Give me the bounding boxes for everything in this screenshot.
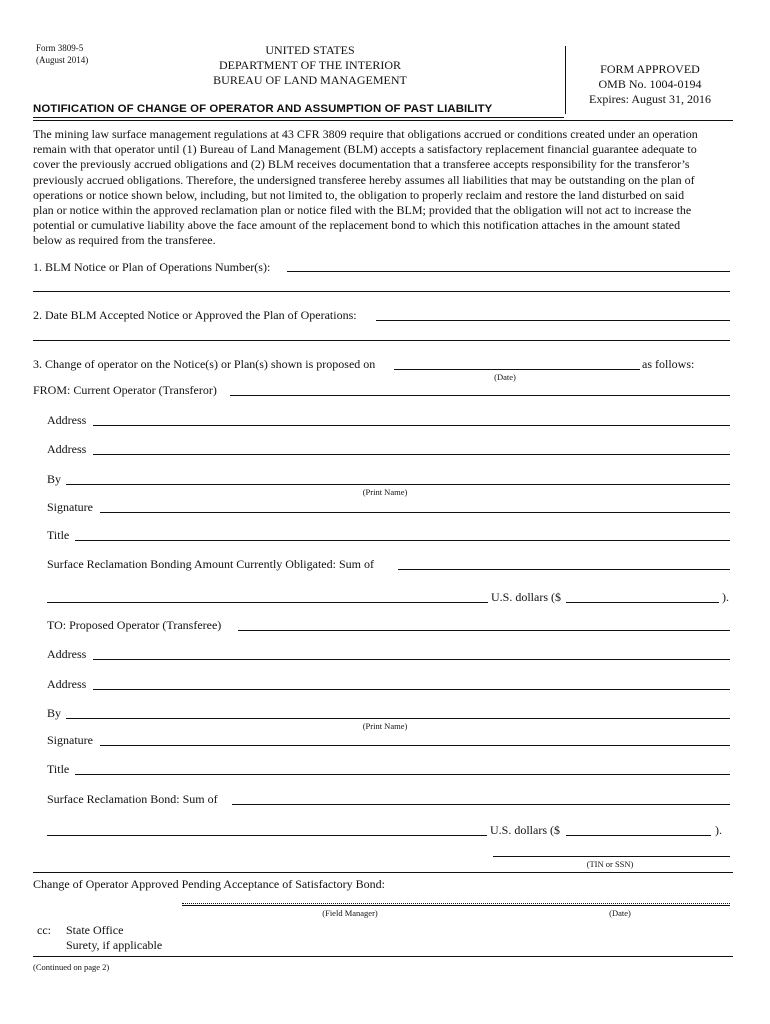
from-bonding-label: Surface Reclamation Bonding Amount Currently Obligated: Sum of [47,557,374,571]
from-address-2-field[interactable] [93,454,730,455]
approval-dotted-line [182,903,730,904]
from-by-label: By [47,472,62,486]
to-operator-field[interactable] [238,630,730,631]
agency-line-2: DEPARTMENT OF THE INTERIOR [218,58,402,72]
to-bond-words-field[interactable] [47,835,487,836]
intro-paragraph [33,127,733,249]
from-title-label: Title [47,528,70,542]
from-usd-close: ). [722,590,729,604]
form-approved: FORM APPROVED [600,62,700,76]
plan-number-field-continued[interactable] [33,291,730,292]
from-signature-field[interactable] [100,512,730,513]
from-signature-label: Signature [47,500,93,514]
to-usd-label: U.S. dollars ($ [490,823,560,837]
accepted-date-field[interactable] [376,320,730,321]
cc-label: cc: [37,923,51,937]
tin-ssn-caption: (TIN or SSN) [586,859,634,869]
item-3-label: 3. Change of operator on the Notice(s) or Plan(s) shown is proposed on [33,357,376,371]
intro-line: The mining law surface management regulations at 43 CFR 3809 require that obligations accrued or conditions created under an operation [33,127,698,141]
intro-line: remain with that operator until (1) Bureau of Land Management (BLM) accepts a satisfactory replacement financial guarantee adequate to [33,142,697,157]
form-number: Form 3809-5 [36,43,84,53]
as-follows-label: as follows: [642,357,695,371]
to-address-1-field[interactable] [93,659,730,660]
from-print-name-field[interactable] [66,484,730,485]
to-signature-field[interactable] [100,745,730,746]
intro-line: plan or notice within the approved reclamation plan or notice filed with the BLM; provided that the obligation will not act to increase the [33,203,692,218]
title-underline [33,117,564,118]
tin-ssn-field[interactable] [493,856,730,857]
form-date: (August 2014) [36,55,89,65]
intro-line: below as required from the transferee. [33,233,216,248]
intro-line: potential or cumulative liability above the face amount of the replacement bond to which this notification attaches in the amount stated [33,218,681,233]
to-usd-amount-field[interactable] [566,835,711,836]
approval-text: Change of Operator Approved Pending Acceptance of Satisfactory Bond: [33,877,385,891]
to-title-field[interactable] [75,774,730,775]
continued-note: (Continued on page 2) [33,962,110,972]
to-title-label: Title [47,762,70,776]
from-print-name-caption: (Print Name) [362,487,408,497]
plan-number-field[interactable] [287,271,730,272]
form-title: NOTIFICATION OF CHANGE OF OPERATOR AND ASSUMPTION OF PAST LIABILITY [33,103,493,115]
from-address-1-field[interactable] [93,425,730,426]
to-usd-close: ). [715,823,722,837]
field-manager-caption: (Field Manager) [322,908,378,918]
intro-line: cover the previously accrued obligations and (2) BLM receives documentation that a transferee accepts responsibility for the transferor’s [33,157,690,172]
omb-number: OMB No. 1004-0194 [598,77,702,91]
approval-date-caption: (Date) [609,908,631,918]
accepted-date-field-continued[interactable] [33,340,730,341]
to-by-label: By [47,706,62,720]
intro-line: previously accrued obligations. Therefore, the undersigned transferee hereby assumes all liabilities that may be outstanding on the plan of [33,172,695,187]
agency-line-1: UNITED STATES [265,43,355,57]
from-bonding-sum-field[interactable] [398,569,730,570]
title-rule [33,120,733,121]
to-bond-sum-field[interactable] [232,804,730,805]
to-print-name-field[interactable] [66,718,730,719]
to-address-2-label: Address [47,677,87,691]
item-2-label: 2. Date BLM Accepted Notice or Approved the Plan of Operations: [33,308,357,322]
cc-surety: Surety, if applicable [66,938,163,952]
to-bond-label: Surface Reclamation Bond: Sum of [47,792,218,806]
to-signature-label: Signature [47,733,93,747]
to-address-1-label: Address [47,647,87,661]
section-rule [33,872,733,873]
from-address-2-label: Address [47,442,87,456]
from-address-1-label: Address [47,413,87,427]
to-address-2-field[interactable] [93,689,730,690]
intro-line: operations or notice shown below, including, but not limited to, the obligation to properly reclaim and restore the land disturbed on said [33,187,685,202]
field-manager-signature-field[interactable] [182,905,730,906]
footer-rule [33,956,733,957]
from-heading: FROM: Current Operator (Transferor) [33,383,217,397]
agency-line-3: BUREAU OF LAND MANAGEMENT [213,73,407,87]
item-1-label: 1. BLM Notice or Plan of Operations Number(s): [33,260,271,274]
change-date-field[interactable] [394,369,640,370]
from-usd-label: U.S. dollars ($ [491,590,561,604]
from-operator-field[interactable] [230,395,730,396]
date-caption: (Date) [494,372,516,382]
cc-state-office: State Office [66,923,124,937]
expiration-date: Expires: August 31, 2016 [589,92,711,106]
to-heading: TO: Proposed Operator (Transferee) [47,618,222,632]
to-print-name-caption: (Print Name) [362,721,408,731]
from-title-field[interactable] [75,540,730,541]
from-bonding-words-field[interactable] [47,602,488,603]
from-usd-amount-field[interactable] [566,602,719,603]
